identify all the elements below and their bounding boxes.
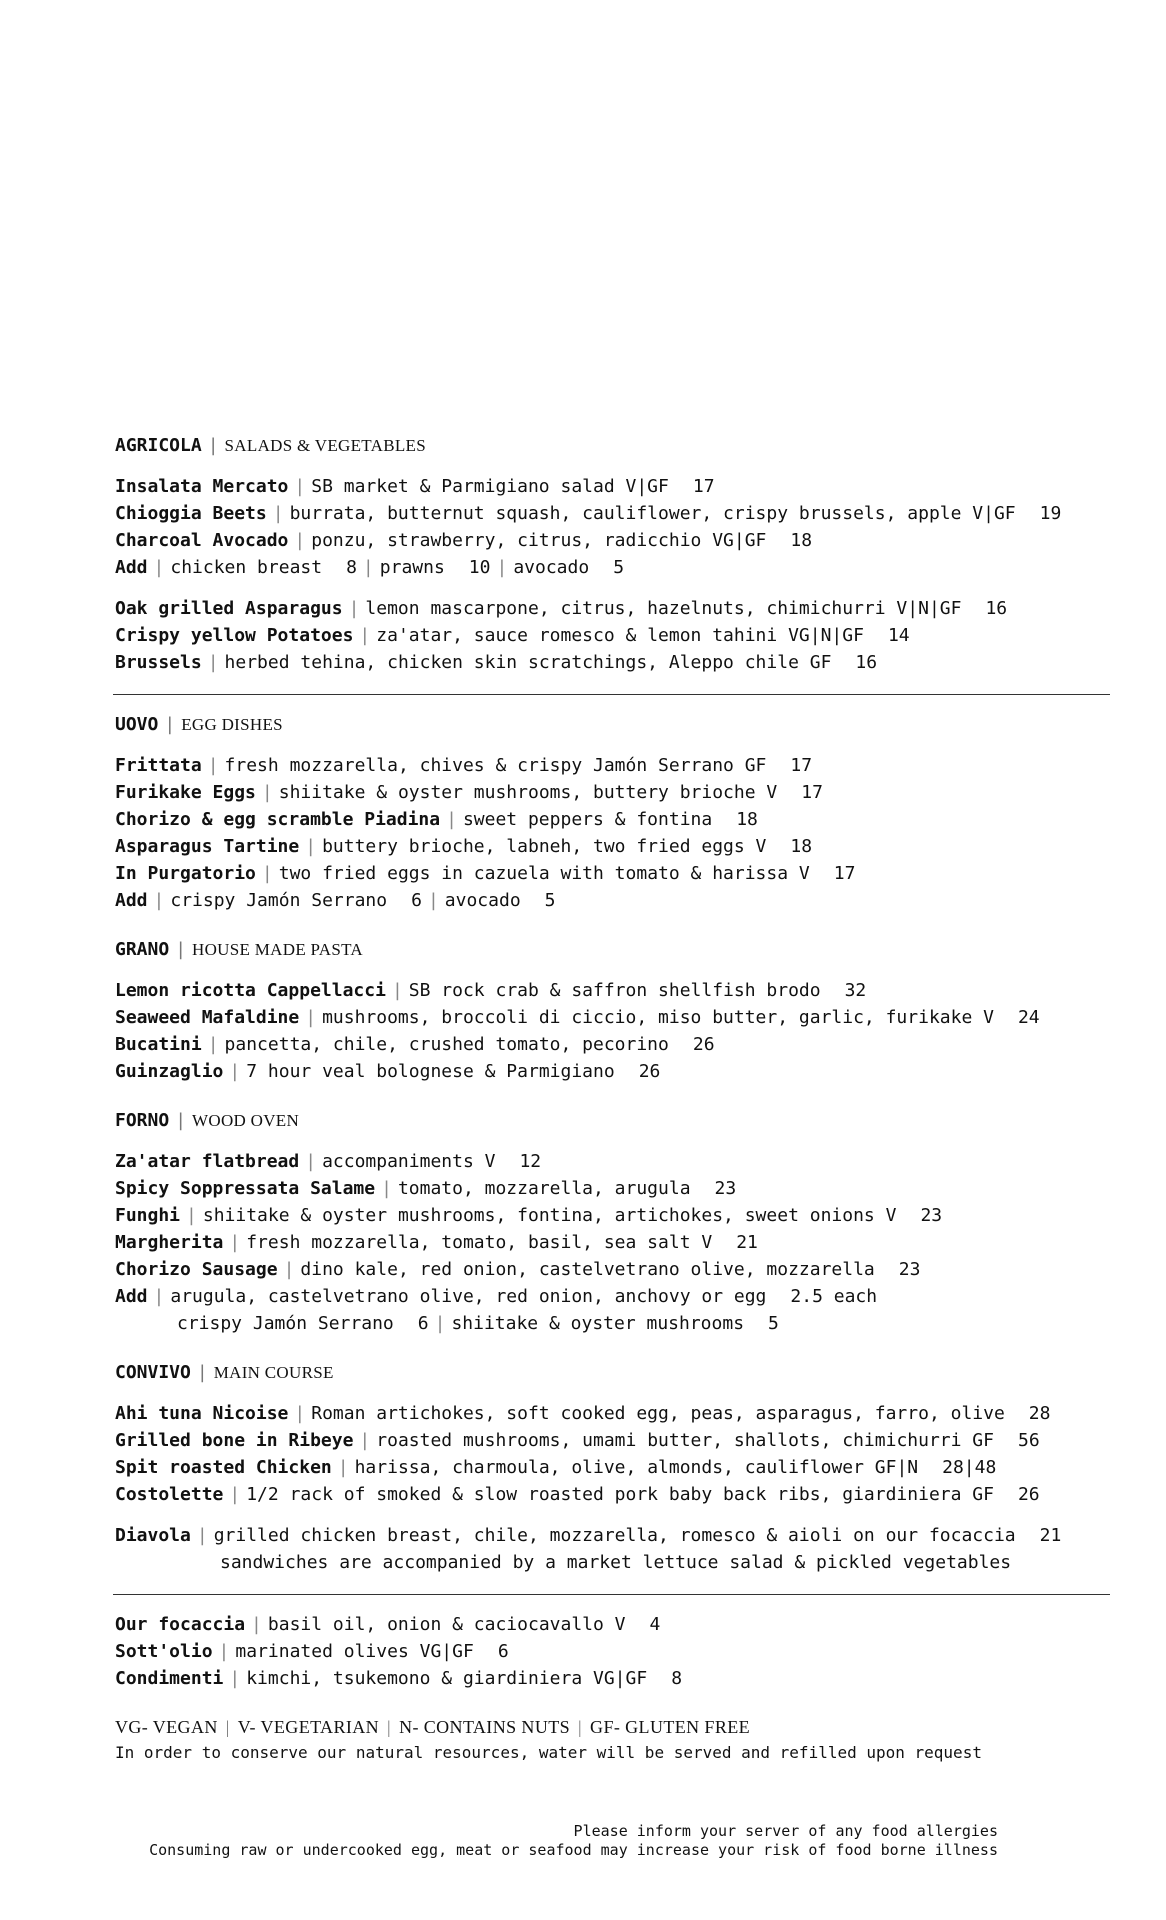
item-name: Frittata — [115, 755, 202, 776]
item-description: pancetta, chile, crushed tomato, pecorino — [224, 1034, 669, 1055]
item-name: Ahi tuna Nicoise — [115, 1403, 289, 1424]
add-option: prawns — [379, 557, 445, 578]
item-price: 18 — [790, 836, 813, 857]
menu-item — [115, 1058, 1110, 1085]
item-price: 56 — [1017, 1430, 1040, 1451]
menu-item — [115, 833, 1110, 860]
menu-item — [115, 595, 1110, 622]
item-name: Asparagus Tartine — [115, 836, 300, 857]
add-ons-row — [115, 887, 1110, 914]
add-option: chicken breast — [170, 557, 323, 578]
item-price: 23 — [920, 1205, 943, 1226]
separator: | — [153, 890, 165, 911]
item-description: tomato, mozzarella, arugula — [397, 1178, 691, 1199]
sandwich-note — [115, 1549, 1110, 1576]
spacer — [115, 1337, 1110, 1359]
item-name: Funghi — [115, 1205, 181, 1226]
add-option: avocado — [513, 557, 590, 578]
menu-item — [115, 1031, 1110, 1058]
item-description: basil oil, onion & caciocavallo V — [267, 1614, 626, 1635]
separator: | — [251, 1614, 262, 1635]
item-name: Our focaccia — [115, 1614, 246, 1635]
item-price: 17 — [790, 755, 813, 776]
menu-item — [115, 806, 1110, 833]
menu-item — [115, 977, 1110, 1004]
allergy-footer — [149, 1822, 998, 1860]
separator: | — [294, 1403, 306, 1424]
item-description: dino kale, red onion, castelvetrano olive, mozzarella — [300, 1259, 875, 1280]
menu-item — [115, 1202, 1110, 1229]
item-price: 23 — [898, 1259, 921, 1280]
item-description: 1/2 rack of smoked & slow roasted pork baby back ribs, giardiniera GF — [246, 1484, 994, 1505]
item-price: 18 — [736, 809, 758, 830]
separator: | — [362, 557, 374, 578]
add-ons-row — [115, 1283, 1110, 1310]
item-description: sweet peppers & fontina — [462, 809, 713, 830]
separator: | — [153, 1286, 165, 1307]
add-price: 2.5 each — [790, 1286, 878, 1307]
separator: | — [348, 598, 360, 619]
item-name: Za'atar flatbread — [115, 1151, 300, 1172]
item-price: 16 — [985, 598, 1008, 619]
item-name: Costolette — [115, 1484, 224, 1505]
add-label: Add — [115, 890, 148, 911]
item-name: Margherita — [115, 1232, 224, 1253]
item-name: Grilled bone in Ribeye — [115, 1430, 354, 1451]
separator: | — [359, 1430, 371, 1451]
item-price: 6 — [497, 1641, 509, 1662]
separator: | — [294, 530, 306, 551]
item-price: 18 — [790, 530, 813, 551]
separator: | — [196, 1362, 208, 1383]
separator: | — [294, 476, 306, 497]
item-name: Lemon ricotta Cappellacci — [115, 980, 386, 1001]
separator: | — [261, 782, 273, 803]
legend-gluten-free: GF- GLUTEN FREE — [590, 1717, 751, 1737]
item-description: fresh mozzarella, tomato, basil, sea salt V — [246, 1232, 713, 1253]
menu-page — [115, 432, 1110, 1765]
dietary-legend — [115, 1714, 1110, 1741]
menu-item — [115, 860, 1110, 887]
menu-item — [115, 649, 1110, 676]
item-price: 26 — [638, 1061, 661, 1082]
add-price: 6 — [411, 890, 422, 911]
item-description: za'atar, sauce romesco & lemon tahini VG|N|GF — [376, 625, 864, 646]
separator: | — [305, 836, 317, 857]
section-subtitle: HOUSE MADE PASTA — [192, 940, 363, 959]
add-price: 5 — [544, 890, 556, 911]
item-description: harissa, charmoula, olive, almonds, cauliflower GF|N — [354, 1457, 919, 1478]
section-subtitle: SALADS & VEGETABLES — [224, 436, 426, 455]
menu-item — [115, 1611, 1110, 1638]
item-name: Spicy Soppressata Salame — [115, 1178, 376, 1199]
section-name: FORNO — [115, 1110, 170, 1131]
menu-item — [115, 1522, 1110, 1549]
menu-item — [115, 1004, 1110, 1031]
item-description: Roman artichokes, soft cooked egg, peas, asparagus, farro, olive — [311, 1403, 1005, 1424]
item-description: burrata, butternut squash, cauliflower, crispy brussels, apple V|GF — [289, 503, 1016, 524]
separator: | — [229, 1232, 241, 1253]
section-name: GRANO — [115, 939, 170, 960]
item-description: 7 hour veal bolognese & Parmigiano — [246, 1061, 615, 1082]
separator: | — [196, 1525, 208, 1546]
item-price: 28 — [1028, 1403, 1051, 1424]
item-price: 12 — [519, 1151, 542, 1172]
section-subtitle: WOOD OVEN — [192, 1111, 300, 1130]
item-description: SB rock crab & saffron shellfish brodo — [408, 980, 821, 1001]
item-name: Bucatini — [115, 1034, 202, 1055]
separator: | — [305, 1151, 317, 1172]
item-description: marinated olives VG|GF — [235, 1641, 474, 1662]
add-ons-row — [115, 554, 1110, 581]
legend-nuts: N- CONTAINS NUTS — [399, 1717, 571, 1737]
item-description: shiitake & oyster mushrooms, buttery brioche V — [278, 782, 778, 803]
separator: | — [434, 1313, 446, 1334]
separator: | — [427, 890, 439, 911]
menu-item — [115, 473, 1110, 500]
item-price: 17 — [692, 476, 715, 497]
section-name: CONVIVO — [115, 1362, 191, 1383]
item-description: mushrooms, broccoli di ciccio, miso butter, garlic, furikake V — [322, 1007, 994, 1028]
separator: | — [496, 557, 508, 578]
menu-item — [115, 1427, 1110, 1454]
menu-item — [115, 779, 1110, 806]
separator: | — [175, 1110, 187, 1131]
add-ons-row — [115, 1310, 1110, 1337]
item-price: 32 — [844, 980, 867, 1001]
menu-item — [115, 1454, 1110, 1481]
menu-item — [115, 1229, 1110, 1256]
menu-item — [115, 1175, 1110, 1202]
section-grano-heading — [115, 936, 1110, 963]
item-name: Sott'olio — [115, 1641, 213, 1662]
separator: | — [164, 714, 176, 735]
section-name: UOVO — [115, 714, 159, 735]
section-name: AGRICOLA — [115, 435, 202, 456]
add-price: 5 — [768, 1313, 779, 1334]
item-description: herbed tehina, chicken skin scratchings, Aleppo chile GF — [224, 652, 832, 673]
item-description: roasted mushrooms, umami butter, shallots, chimichurri GF — [376, 1430, 994, 1451]
add-price: 5 — [613, 557, 625, 578]
item-name: Charcoal Avocado — [115, 530, 289, 551]
item-description: two fried eggs in cazuela with tomato & harissa V — [278, 863, 810, 884]
item-price: 21 — [736, 1232, 758, 1253]
item-price: 14 — [887, 625, 910, 646]
item-name: Insalata Mercato — [115, 476, 289, 497]
item-name: Chorizo & egg scramble Piadina — [115, 809, 441, 830]
section-forno-heading — [115, 1107, 1110, 1134]
menu-item — [115, 1148, 1110, 1175]
item-description: lemon mascarpone, citrus, hazelnuts, chimichurri V|N|GF — [365, 598, 962, 619]
item-price: 19 — [1039, 503, 1062, 524]
legend-vegan: VG- VEGAN — [115, 1717, 218, 1737]
item-description: accompaniments V — [322, 1151, 496, 1172]
menu-item — [115, 1481, 1110, 1508]
add-label: Add — [115, 557, 148, 578]
add-price: 6 — [417, 1313, 429, 1334]
separator: | — [578, 1717, 583, 1737]
add-option: arugula, castelvetrano olive, red onion, anchovy or egg — [170, 1286, 767, 1307]
item-name: Guinzaglio — [115, 1061, 224, 1082]
section-uovo-heading — [115, 711, 1110, 738]
item-price: 28|48 — [942, 1457, 997, 1478]
item-description: kimchi, tsukemono & giardiniera VG|GF — [246, 1668, 648, 1689]
separator: | — [387, 1717, 392, 1737]
item-price: 16 — [855, 652, 878, 673]
item-description: fresh mozzarella, chives & crispy Jamón Serrano GF — [224, 755, 767, 776]
item-description: SB market & Parmigiano salad V|GF — [311, 476, 669, 497]
separator: | — [225, 1717, 230, 1737]
item-name: Crispy yellow Potatoes — [115, 625, 354, 646]
separator: | — [229, 1668, 241, 1689]
separator: | — [153, 557, 165, 578]
item-name: Chioggia Beets — [115, 503, 267, 524]
note-text: sandwiches are accompanied by a market lettuce salad & pickled vegetables — [220, 1552, 1012, 1573]
item-description: grilled chicken breast, chile, mozzarella, romesco & aioli on our focaccia — [213, 1525, 1016, 1546]
separator: | — [207, 652, 219, 673]
water-note: In order to conserve our natural resources, water will be served and refilled upon request — [115, 1743, 982, 1762]
section-subtitle: MAIN COURSE — [213, 1363, 334, 1382]
separator: | — [229, 1484, 241, 1505]
separator: | — [175, 939, 187, 960]
item-price: 23 — [714, 1178, 737, 1199]
add-option: crispy Jamón Serrano — [170, 890, 388, 911]
spacer — [115, 581, 1110, 595]
separator: | — [283, 1259, 295, 1280]
separator: | — [207, 755, 219, 776]
separator: | — [391, 980, 403, 1001]
item-description: buttery brioche, labneh, two fried eggs V — [322, 836, 767, 857]
spacer — [115, 695, 1110, 711]
spacer — [115, 914, 1110, 936]
item-price: 26 — [1017, 1484, 1040, 1505]
spacer — [115, 1692, 1110, 1714]
separator: | — [229, 1061, 241, 1082]
separator: | — [381, 1178, 392, 1199]
menu-item — [115, 1400, 1110, 1427]
allergy-notice: Please inform your server of any food allergies — [573, 1822, 998, 1840]
separator: | — [272, 503, 284, 524]
add-option: avocado — [444, 890, 521, 911]
item-price: 17 — [801, 782, 823, 803]
separator: | — [261, 863, 273, 884]
spacer — [115, 1595, 1110, 1611]
menu-item — [115, 1638, 1110, 1665]
separator: | — [207, 1034, 219, 1055]
item-price: 26 — [692, 1034, 715, 1055]
raw-food-warning: Consuming raw or undercooked egg, meat or seafood may increase your risk of food borne illness — [149, 1841, 998, 1859]
menu-item — [115, 1256, 1110, 1283]
menu-item — [115, 527, 1110, 554]
section-subtitle: EGG DISHES — [181, 715, 283, 734]
section-agricola-heading — [115, 432, 1110, 459]
item-name: Spit roasted Chicken — [115, 1457, 332, 1478]
separator: | — [218, 1641, 230, 1662]
add-option: crispy Jamón Serrano — [177, 1313, 394, 1334]
item-name: In Purgatorio — [115, 863, 256, 884]
spacer — [115, 1508, 1110, 1522]
item-name: Brussels — [115, 652, 202, 673]
item-name: Diavola — [115, 1525, 191, 1546]
item-name: Condimenti — [115, 1668, 224, 1689]
separator: | — [337, 1457, 349, 1478]
menu-item — [115, 622, 1110, 649]
menu-item — [115, 752, 1110, 779]
menu-item — [115, 1665, 1110, 1692]
add-label: Add — [115, 1286, 148, 1307]
item-name: Oak grilled Asparagus — [115, 598, 343, 619]
item-price: 21 — [1039, 1525, 1062, 1546]
item-description: shiitake & oyster mushrooms, fontina, artichokes, sweet onions V — [202, 1205, 897, 1226]
item-name: Seaweed Mafaldine — [115, 1007, 300, 1028]
separator: | — [305, 1007, 317, 1028]
separator: | — [359, 625, 371, 646]
spacer — [115, 1085, 1110, 1107]
item-price: 24 — [1017, 1007, 1040, 1028]
item-name: Chorizo Sausage — [115, 1259, 278, 1280]
item-name: Furikake Eggs — [115, 782, 256, 803]
separator: | — [207, 435, 219, 456]
section-convivo-heading — [115, 1359, 1110, 1386]
menu-item — [115, 500, 1110, 527]
separator: | — [446, 809, 457, 830]
item-price: 17 — [833, 863, 856, 884]
item-price: 8 — [671, 1668, 683, 1689]
item-description: ponzu, strawberry, citrus, radicchio VG|GF — [311, 530, 767, 551]
legend-vegetarian: V- VEGETARIAN — [237, 1717, 380, 1737]
add-option: shiitake & oyster mushrooms — [451, 1313, 745, 1334]
add-price: 8 — [346, 557, 357, 578]
item-price: 4 — [649, 1614, 661, 1635]
add-price: 10 — [468, 557, 491, 578]
separator: | — [186, 1205, 197, 1226]
